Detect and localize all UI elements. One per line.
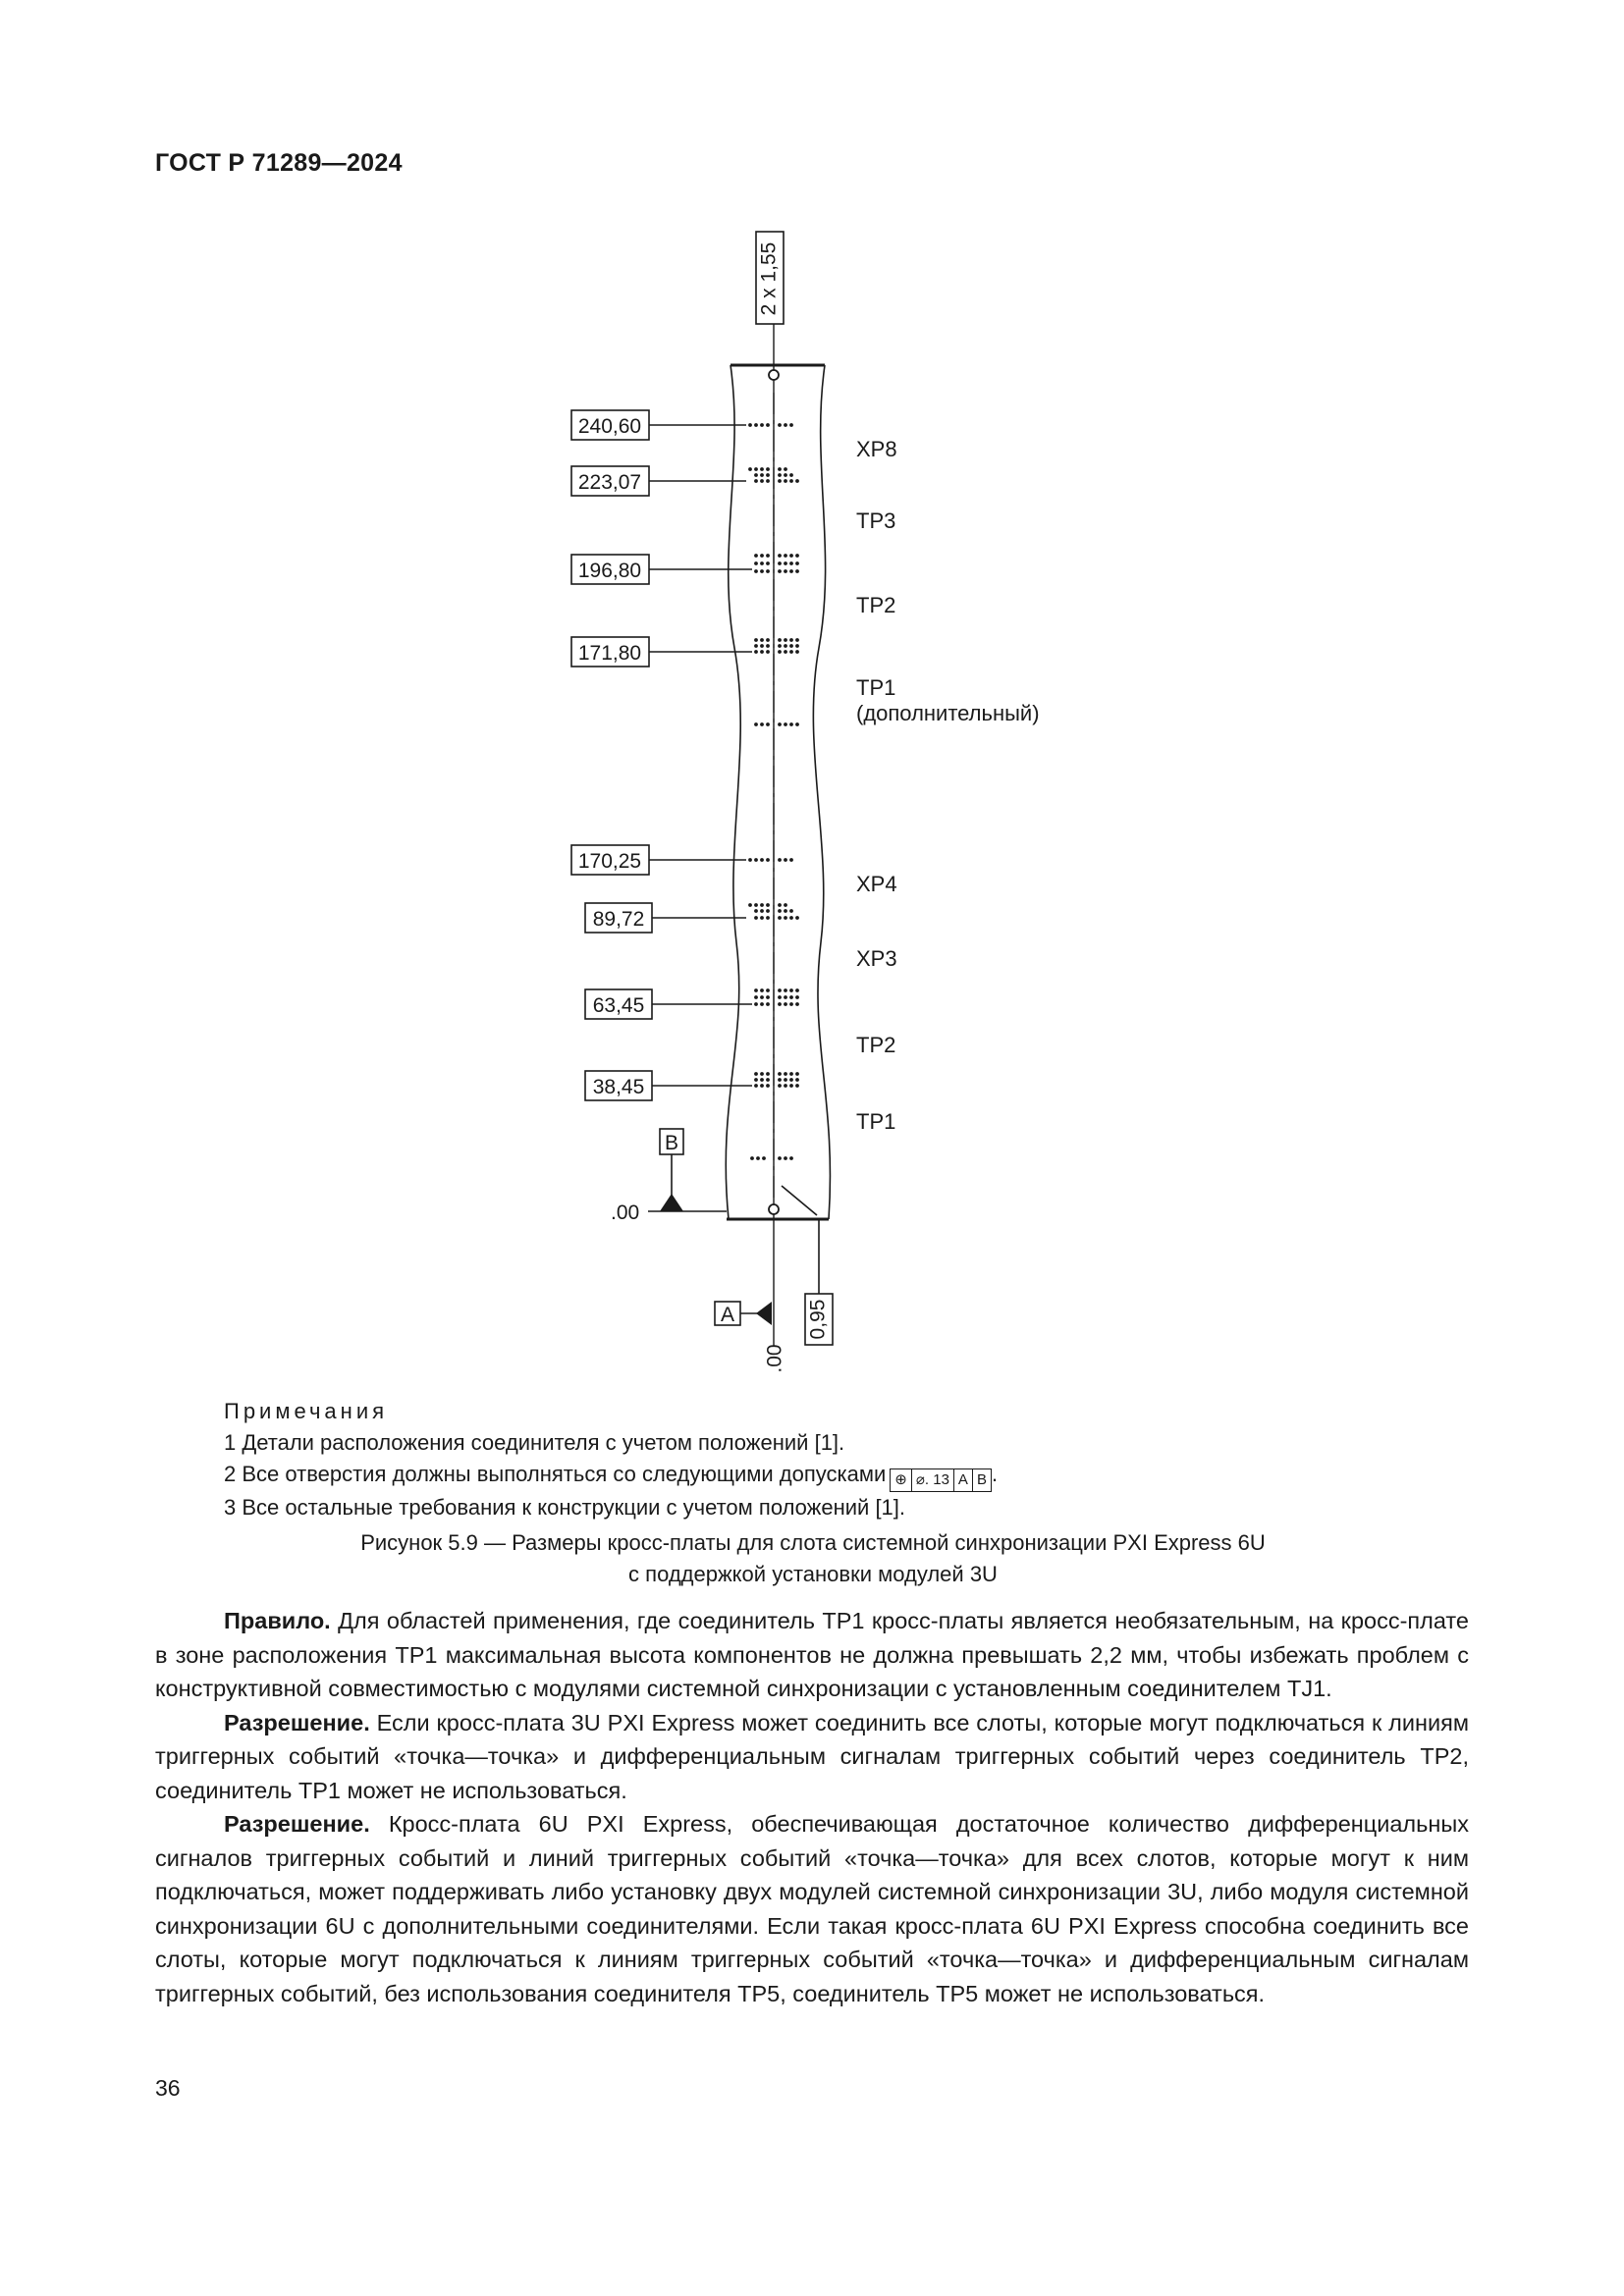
tolerance-frame (890, 1468, 992, 1492)
connector-label-tp1-lower: TP1 (856, 1109, 896, 1134)
datum-a-label: A (720, 1304, 735, 1326)
top-dimension-label: 2 x 1,55 (757, 241, 781, 316)
paragraph-lead: Разрешение. (224, 1811, 370, 1837)
paragraph-permission-1 (155, 1706, 1469, 1808)
board-left-break-line (726, 365, 740, 1219)
body-text (155, 1604, 1469, 2010)
dim-label-8: 38,45 (592, 1076, 645, 1098)
pins-tp1-lower (750, 1156, 793, 1160)
note-2-text: 2 Все отверстия должны выполняться со следующими допусками (224, 1462, 887, 1486)
pins-tp2-upper (754, 638, 799, 654)
tolerance-datum-b: B (972, 1469, 991, 1491)
paragraph-lead: Правило. (224, 1608, 331, 1633)
paragraph-rule (155, 1604, 1469, 1706)
origin-left-label: .00 (611, 1201, 640, 1224)
figure-caption (224, 1527, 1402, 1590)
datum-a-triangle (756, 1302, 772, 1325)
datum-b-triangle (660, 1194, 683, 1211)
pins-tp3 (754, 554, 799, 573)
note-2-suffix: . (991, 1462, 999, 1486)
caption-line-1: Рисунок 5.9 — Размеры кросс-платы для слота системной синхронизации PXI Express 6U (360, 1530, 1266, 1555)
connector-label-xp3: XP3 (856, 946, 897, 971)
paragraph-text: Кросс-плата 6U PXI Express, обеспечивающая достаточное количество дифференциальных сигналов триггерных событий и линий триггерных событий «точка—точка» для всех слотов, которые могут к ним подключаться, может поддерживать либо установку двух модулей системной синхронизации 3U, либо модуля системной синхронизации 6U с дополнительными соединителями. Если такая кросс-плата 6U PXI Express способна соединить все слоты, которые могут подключаться к линиям триггерных событий «точка—точка» и дифференциальным сигналам триггерных событий, без использования соединителя TP5, соединитель TP5 может не использоваться. (155, 1811, 1469, 2006)
connector-label-tp2-lower: TP2 (856, 1033, 896, 1057)
connector-label-optional: (дополнительный) (856, 701, 1040, 725)
connector-label-tp2: TP2 (856, 593, 896, 617)
notes-title: Примечания (224, 1399, 389, 1423)
dim-label-3: 196,80 (577, 560, 642, 582)
tolerance-value: ⌀. 13 (911, 1469, 953, 1491)
offset-leader (782, 1186, 817, 1215)
pins-tp2-lower (754, 1072, 799, 1088)
paragraph-text: Если кросс-плата 3U PXI Express может соединить все слоты, которые могут подключаться к линиям триггерных событий «точка—точка» и дифференциальным сигналам триггерных событий через соединитель TP2, соединитель TP1 может не использоваться. (155, 1709, 1469, 1803)
board-right-break-line (813, 365, 830, 1219)
dim-label-4: 171,80 (577, 642, 642, 665)
tolerance-datum-a: A (953, 1469, 972, 1491)
dim-label-1: 240,60 (577, 415, 642, 438)
connector-label-xp8: XP8 (856, 437, 897, 461)
note-2 (224, 1459, 1402, 1492)
connector-label-tp3: TP3 (856, 508, 896, 533)
connector-label-tp1: TP1 (856, 675, 896, 700)
top-mounting-hole (769, 370, 779, 380)
connector-label-xp4: XP4 (856, 872, 897, 896)
position-tolerance-icon: ⊕ (894, 1471, 907, 1488)
page-number: 36 (155, 2075, 181, 2101)
dim-label-5: 170,25 (577, 850, 642, 873)
paragraph-permission-2 (155, 1807, 1469, 2010)
bottom-mounting-hole (769, 1204, 779, 1214)
paragraph-text: Для областей применения, где соединитель TP1 кросс-платы является необязательным, на кросс-плате в зоне расположения TP1 максимальная высота компонентов не должна превышать 2,2 мм, чтобы избежать проблем с конструктивной совместимостью с модулями системной синхронизации с установленным соединителем TJ1. (155, 1608, 1469, 1701)
pins-tp1-upper (754, 722, 799, 726)
origin-bottom-label: .00 (763, 1344, 786, 1373)
dim-label-6: 89,72 (592, 908, 645, 931)
caption-line-2: с поддержкой установки модулей 3U (628, 1562, 998, 1586)
note-3: 3 Все остальные требования к конструкции с учетом положений [1]. (224, 1495, 906, 1520)
paragraph-lead: Разрешение. (224, 1709, 370, 1735)
dim-label-7: 63,45 (592, 994, 645, 1017)
offset-dimension-label: 0,95 (806, 1299, 830, 1340)
datum-b-label: B (664, 1132, 679, 1154)
pins-xp3 (754, 988, 799, 1006)
document-header: ГОСТ Р 71289—2024 (155, 149, 403, 177)
figure-notes (224, 1396, 1402, 1523)
note-1: 1 Детали расположения соединителя с учетом положений [1]. (224, 1430, 845, 1455)
dim-label-2: 223,07 (577, 471, 642, 494)
